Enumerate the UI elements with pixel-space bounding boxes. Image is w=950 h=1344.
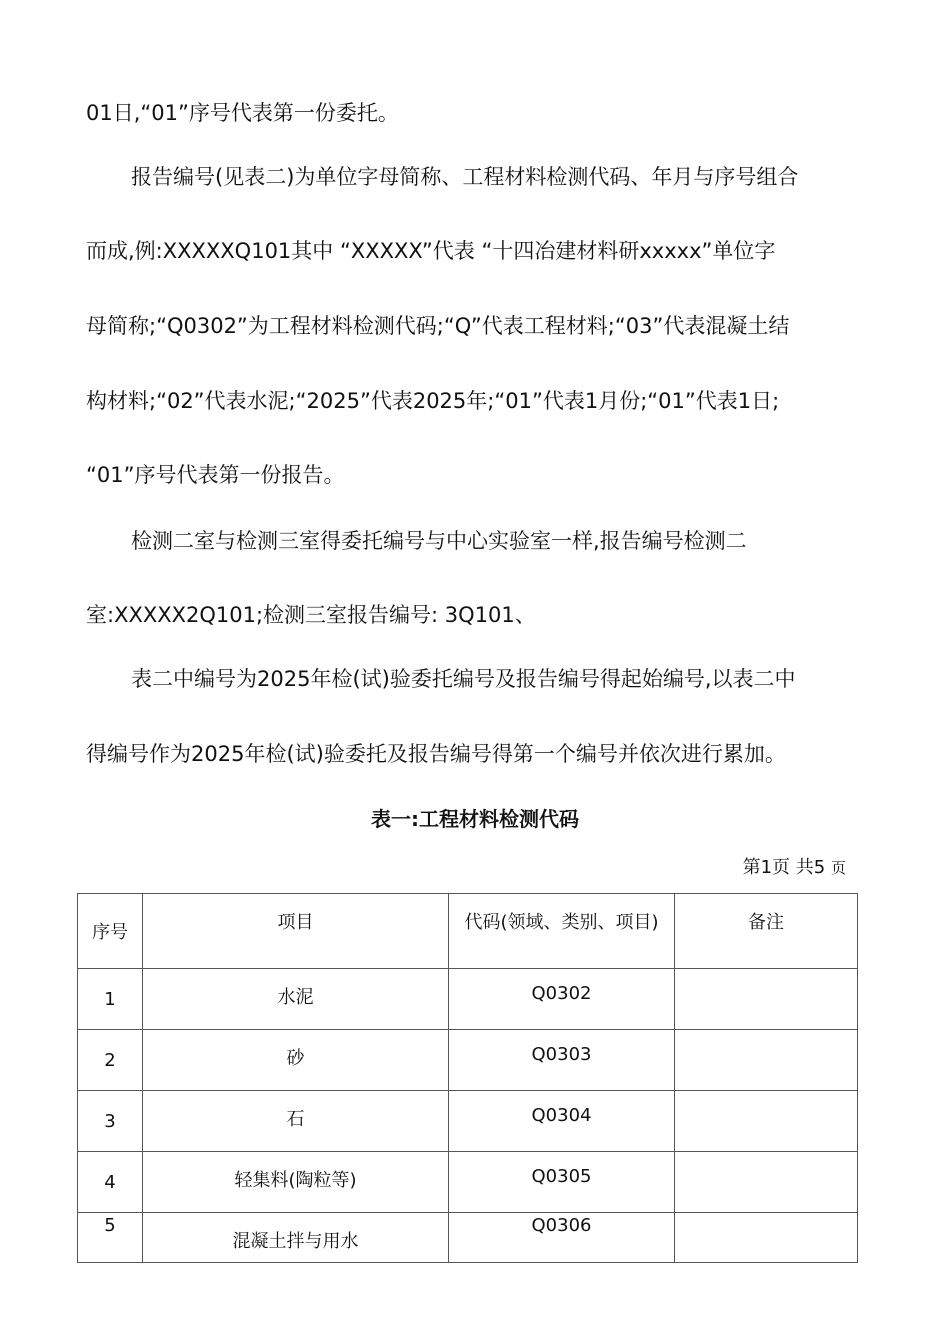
page-indicator-suffix: 页 xyxy=(830,859,846,877)
row-item: 砂 xyxy=(286,1048,305,1069)
row-code: Q0304 xyxy=(531,1105,592,1126)
row-note xyxy=(675,1030,858,1091)
row-no: 2 xyxy=(104,1050,116,1071)
row-item: 轻集料(陶粒等) xyxy=(234,1170,357,1191)
row-code: Q0303 xyxy=(531,1044,592,1065)
table-title: 表一:工程材料检测代码 xyxy=(371,807,579,831)
row-item: 水泥 xyxy=(277,987,314,1008)
paragraph-line-5: 构材料;“02”代表水泥;“2025”代表2025年;“01”代表1月份;“01”代表1日; xyxy=(86,389,780,413)
paragraph-line-4: 母简称;“Q0302”为工程材料检测代码;“Q”代表工程材料;“03”代表混凝土结 xyxy=(86,314,790,338)
row-code: Q0305 xyxy=(531,1166,592,1187)
paragraph-line-6: “01”序号代表第一份报告。 xyxy=(86,463,345,487)
header-item: 项目 xyxy=(143,894,449,969)
page-indicator xyxy=(743,854,846,882)
row-item: 混凝土拌与用水 xyxy=(232,1231,359,1252)
paragraph-line-10: 得编号作为2025年检(试)验委托及报告编号得第一个编号并依次进行累加。 xyxy=(86,742,786,766)
row-note xyxy=(675,1091,858,1152)
row-no: 1 xyxy=(104,989,116,1010)
paragraph-line-1: 01日,“01”序号代表第一份委托。 xyxy=(86,101,399,125)
header-code: 代码(领域、类别、项目) xyxy=(449,894,675,969)
row-no: 3 xyxy=(104,1111,116,1132)
material-code-table xyxy=(77,893,858,1263)
paragraph-line-9: 表二中编号为2025年检(试)验委托编号及报告编号得起始编号,以表二中 xyxy=(131,667,796,691)
table-row xyxy=(78,969,858,1030)
paragraph-line-3: 而成,例:XXXXXQ101其中 “XXXXX”代表 “十四冶建材料研xxxxx”单位字 xyxy=(86,239,776,263)
paragraph-line-2: 报告编号(见表二)为单位字母简称、工程材料检测代码、年月与序号组合 xyxy=(131,165,799,189)
table-row xyxy=(78,1152,858,1213)
table-header-row xyxy=(78,894,858,969)
row-code: Q0306 xyxy=(531,1215,592,1236)
table-row xyxy=(78,1030,858,1091)
row-note xyxy=(675,1213,858,1263)
row-note xyxy=(675,1152,858,1213)
table-row xyxy=(78,1213,858,1263)
paragraph-line-7: 检测二室与检测三室得委托编号与中心实验室一样,报告编号检测二 xyxy=(131,529,747,553)
paragraph-line-8: 室:XXXXX2Q101;检测三室报告编号: 3Q101、 xyxy=(86,603,536,627)
table-row xyxy=(78,1091,858,1152)
row-no: 5 xyxy=(104,1215,116,1236)
row-item: 石 xyxy=(286,1109,305,1130)
row-note xyxy=(675,969,858,1030)
header-note: 备注 xyxy=(675,894,858,969)
page-indicator-prefix: 第1页 共5 xyxy=(742,857,826,878)
row-no: 4 xyxy=(104,1172,116,1193)
header-no: 序号 xyxy=(78,894,143,969)
row-code: Q0302 xyxy=(531,983,592,1004)
